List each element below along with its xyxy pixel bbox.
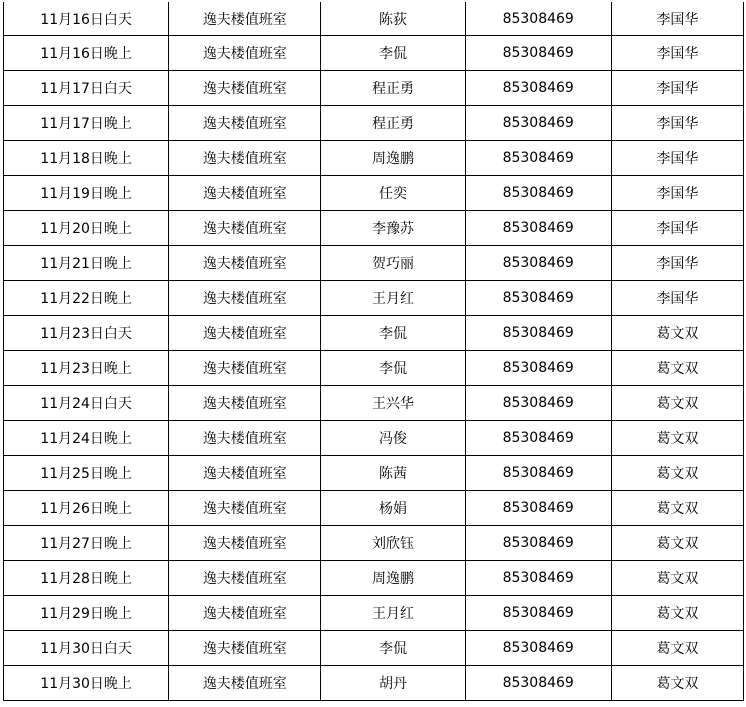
duty-phone-cell: 85308469	[465, 281, 611, 316]
duty-phone-cell: 85308469	[465, 456, 611, 491]
duty-time-cell: 11月28日晚上	[4, 561, 169, 596]
duty-location-cell: 逸夫楼值班室	[169, 386, 321, 421]
table-row	[4, 2, 744, 36]
duty-phone-cell: 85308469	[465, 596, 611, 631]
duty-person-cell: 冯俊	[321, 421, 465, 456]
duty-phone-cell: 85308469	[465, 141, 611, 176]
table-row	[4, 36, 744, 71]
duty-phone-cell: 85308469	[465, 316, 611, 351]
duty-phone-cell: 85308469	[465, 386, 611, 421]
duty-location-cell: 逸夫楼值班室	[169, 2, 321, 36]
duty-leader-cell: 葛文双	[611, 666, 743, 701]
duty-leader-cell: 葛文双	[611, 596, 743, 631]
duty-time-cell: 11月23日白天	[4, 316, 169, 351]
duty-person-cell: 任奕	[321, 176, 465, 211]
duty-location-cell: 逸夫楼值班室	[169, 666, 321, 701]
duty-phone-cell: 85308469	[465, 526, 611, 561]
duty-person-cell: 贺巧丽	[321, 246, 465, 281]
duty-leader-cell: 葛文双	[611, 316, 743, 351]
duty-time-cell: 11月19日晚上	[4, 176, 169, 211]
duty-location-cell: 逸夫楼值班室	[169, 106, 321, 141]
duty-location-cell: 逸夫楼值班室	[169, 281, 321, 316]
duty-time-cell: 11月18日晚上	[4, 141, 169, 176]
duty-phone-cell: 85308469	[465, 106, 611, 141]
duty-schedule-table	[3, 2, 744, 701]
duty-leader-cell: 葛文双	[611, 351, 743, 386]
duty-time-cell: 11月16日晚上	[4, 36, 169, 71]
table-row	[4, 71, 744, 106]
duty-person-cell: 李侃	[321, 316, 465, 351]
table-row	[4, 281, 744, 316]
duty-person-cell: 李侃	[321, 631, 465, 666]
duty-person-cell: 程正勇	[321, 106, 465, 141]
duty-phone-cell: 85308469	[465, 421, 611, 456]
duty-time-cell: 11月30日白天	[4, 631, 169, 666]
table-row	[4, 106, 744, 141]
table-row	[4, 561, 744, 596]
table-row	[4, 141, 744, 176]
duty-phone-cell: 85308469	[465, 561, 611, 596]
duty-time-cell: 11月17日白天	[4, 71, 169, 106]
duty-person-cell: 陈茜	[321, 456, 465, 491]
duty-phone-cell: 85308469	[465, 491, 611, 526]
duty-person-cell: 胡丹	[321, 666, 465, 701]
duty-person-cell: 王月红	[321, 596, 465, 631]
duty-leader-cell: 葛文双	[611, 386, 743, 421]
table-row	[4, 386, 744, 421]
duty-leader-cell: 李国华	[611, 141, 743, 176]
duty-phone-cell: 85308469	[465, 631, 611, 666]
duty-time-cell: 11月24日晚上	[4, 421, 169, 456]
duty-leader-cell: 李国华	[611, 176, 743, 211]
duty-leader-cell: 葛文双	[611, 631, 743, 666]
duty-person-cell: 陈荻	[321, 2, 465, 36]
duty-location-cell: 逸夫楼值班室	[169, 351, 321, 386]
table-row	[4, 596, 744, 631]
duty-leader-cell: 葛文双	[611, 561, 743, 596]
duty-leader-cell: 葛文双	[611, 456, 743, 491]
duty-leader-cell: 李国华	[611, 36, 743, 71]
duty-person-cell: 周逸鹏	[321, 141, 465, 176]
duty-phone-cell: 85308469	[465, 211, 611, 246]
duty-time-cell: 11月22日晚上	[4, 281, 169, 316]
duty-phone-cell: 85308469	[465, 351, 611, 386]
duty-time-cell: 11月21日晚上	[4, 246, 169, 281]
table-row	[4, 176, 744, 211]
duty-leader-cell: 李国华	[611, 2, 743, 36]
duty-location-cell: 逸夫楼值班室	[169, 491, 321, 526]
table-row	[4, 666, 744, 701]
duty-location-cell: 逸夫楼值班室	[169, 316, 321, 351]
duty-person-cell: 李豫苏	[321, 211, 465, 246]
duty-time-cell: 11月16日白天	[4, 2, 169, 36]
table-row	[4, 526, 744, 561]
table-row	[4, 316, 744, 351]
duty-phone-cell: 85308469	[465, 246, 611, 281]
duty-person-cell: 程正勇	[321, 71, 465, 106]
duty-phone-cell: 85308469	[465, 71, 611, 106]
duty-leader-cell: 李国华	[611, 246, 743, 281]
duty-time-cell: 11月20日晚上	[4, 211, 169, 246]
duty-location-cell: 逸夫楼值班室	[169, 36, 321, 71]
duty-time-cell: 11月26日晚上	[4, 491, 169, 526]
duty-phone-cell: 85308469	[465, 36, 611, 71]
duty-person-cell: 刘欣钰	[321, 526, 465, 561]
duty-location-cell: 逸夫楼值班室	[169, 631, 321, 666]
duty-time-cell: 11月23日晚上	[4, 351, 169, 386]
table-row	[4, 421, 744, 456]
duty-leader-cell: 李国华	[611, 281, 743, 316]
duty-phone-cell: 85308469	[465, 666, 611, 701]
table-row	[4, 491, 744, 526]
duty-leader-cell: 李国华	[611, 211, 743, 246]
duty-phone-cell: 85308469	[465, 2, 611, 36]
duty-person-cell: 王兴华	[321, 386, 465, 421]
duty-location-cell: 逸夫楼值班室	[169, 526, 321, 561]
table-row	[4, 631, 744, 666]
duty-time-cell: 11月30日晚上	[4, 666, 169, 701]
duty-time-cell: 11月29日晚上	[4, 596, 169, 631]
duty-leader-cell: 李国华	[611, 71, 743, 106]
duty-time-cell: 11月25日晚上	[4, 456, 169, 491]
duty-time-cell: 11月24日白天	[4, 386, 169, 421]
duty-leader-cell: 葛文双	[611, 491, 743, 526]
duty-location-cell: 逸夫楼值班室	[169, 561, 321, 596]
duty-leader-cell: 葛文双	[611, 421, 743, 456]
duty-schedule-body	[4, 2, 744, 701]
duty-person-cell: 周逸鹏	[321, 561, 465, 596]
duty-location-cell: 逸夫楼值班室	[169, 456, 321, 491]
duty-location-cell: 逸夫楼值班室	[169, 246, 321, 281]
duty-time-cell: 11月17日晚上	[4, 106, 169, 141]
duty-person-cell: 杨娟	[321, 491, 465, 526]
table-row	[4, 211, 744, 246]
duty-location-cell: 逸夫楼值班室	[169, 176, 321, 211]
duty-person-cell: 李侃	[321, 351, 465, 386]
duty-location-cell: 逸夫楼值班室	[169, 596, 321, 631]
duty-location-cell: 逸夫楼值班室	[169, 421, 321, 456]
table-row	[4, 246, 744, 281]
duty-person-cell: 李侃	[321, 36, 465, 71]
duty-location-cell: 逸夫楼值班室	[169, 211, 321, 246]
table-row	[4, 351, 744, 386]
duty-leader-cell: 李国华	[611, 106, 743, 141]
duty-location-cell: 逸夫楼值班室	[169, 71, 321, 106]
duty-person-cell: 王月红	[321, 281, 465, 316]
table-row	[4, 456, 744, 491]
duty-leader-cell: 葛文双	[611, 526, 743, 561]
duty-phone-cell: 85308469	[465, 176, 611, 211]
duty-location-cell: 逸夫楼值班室	[169, 141, 321, 176]
duty-time-cell: 11月27日晚上	[4, 526, 169, 561]
